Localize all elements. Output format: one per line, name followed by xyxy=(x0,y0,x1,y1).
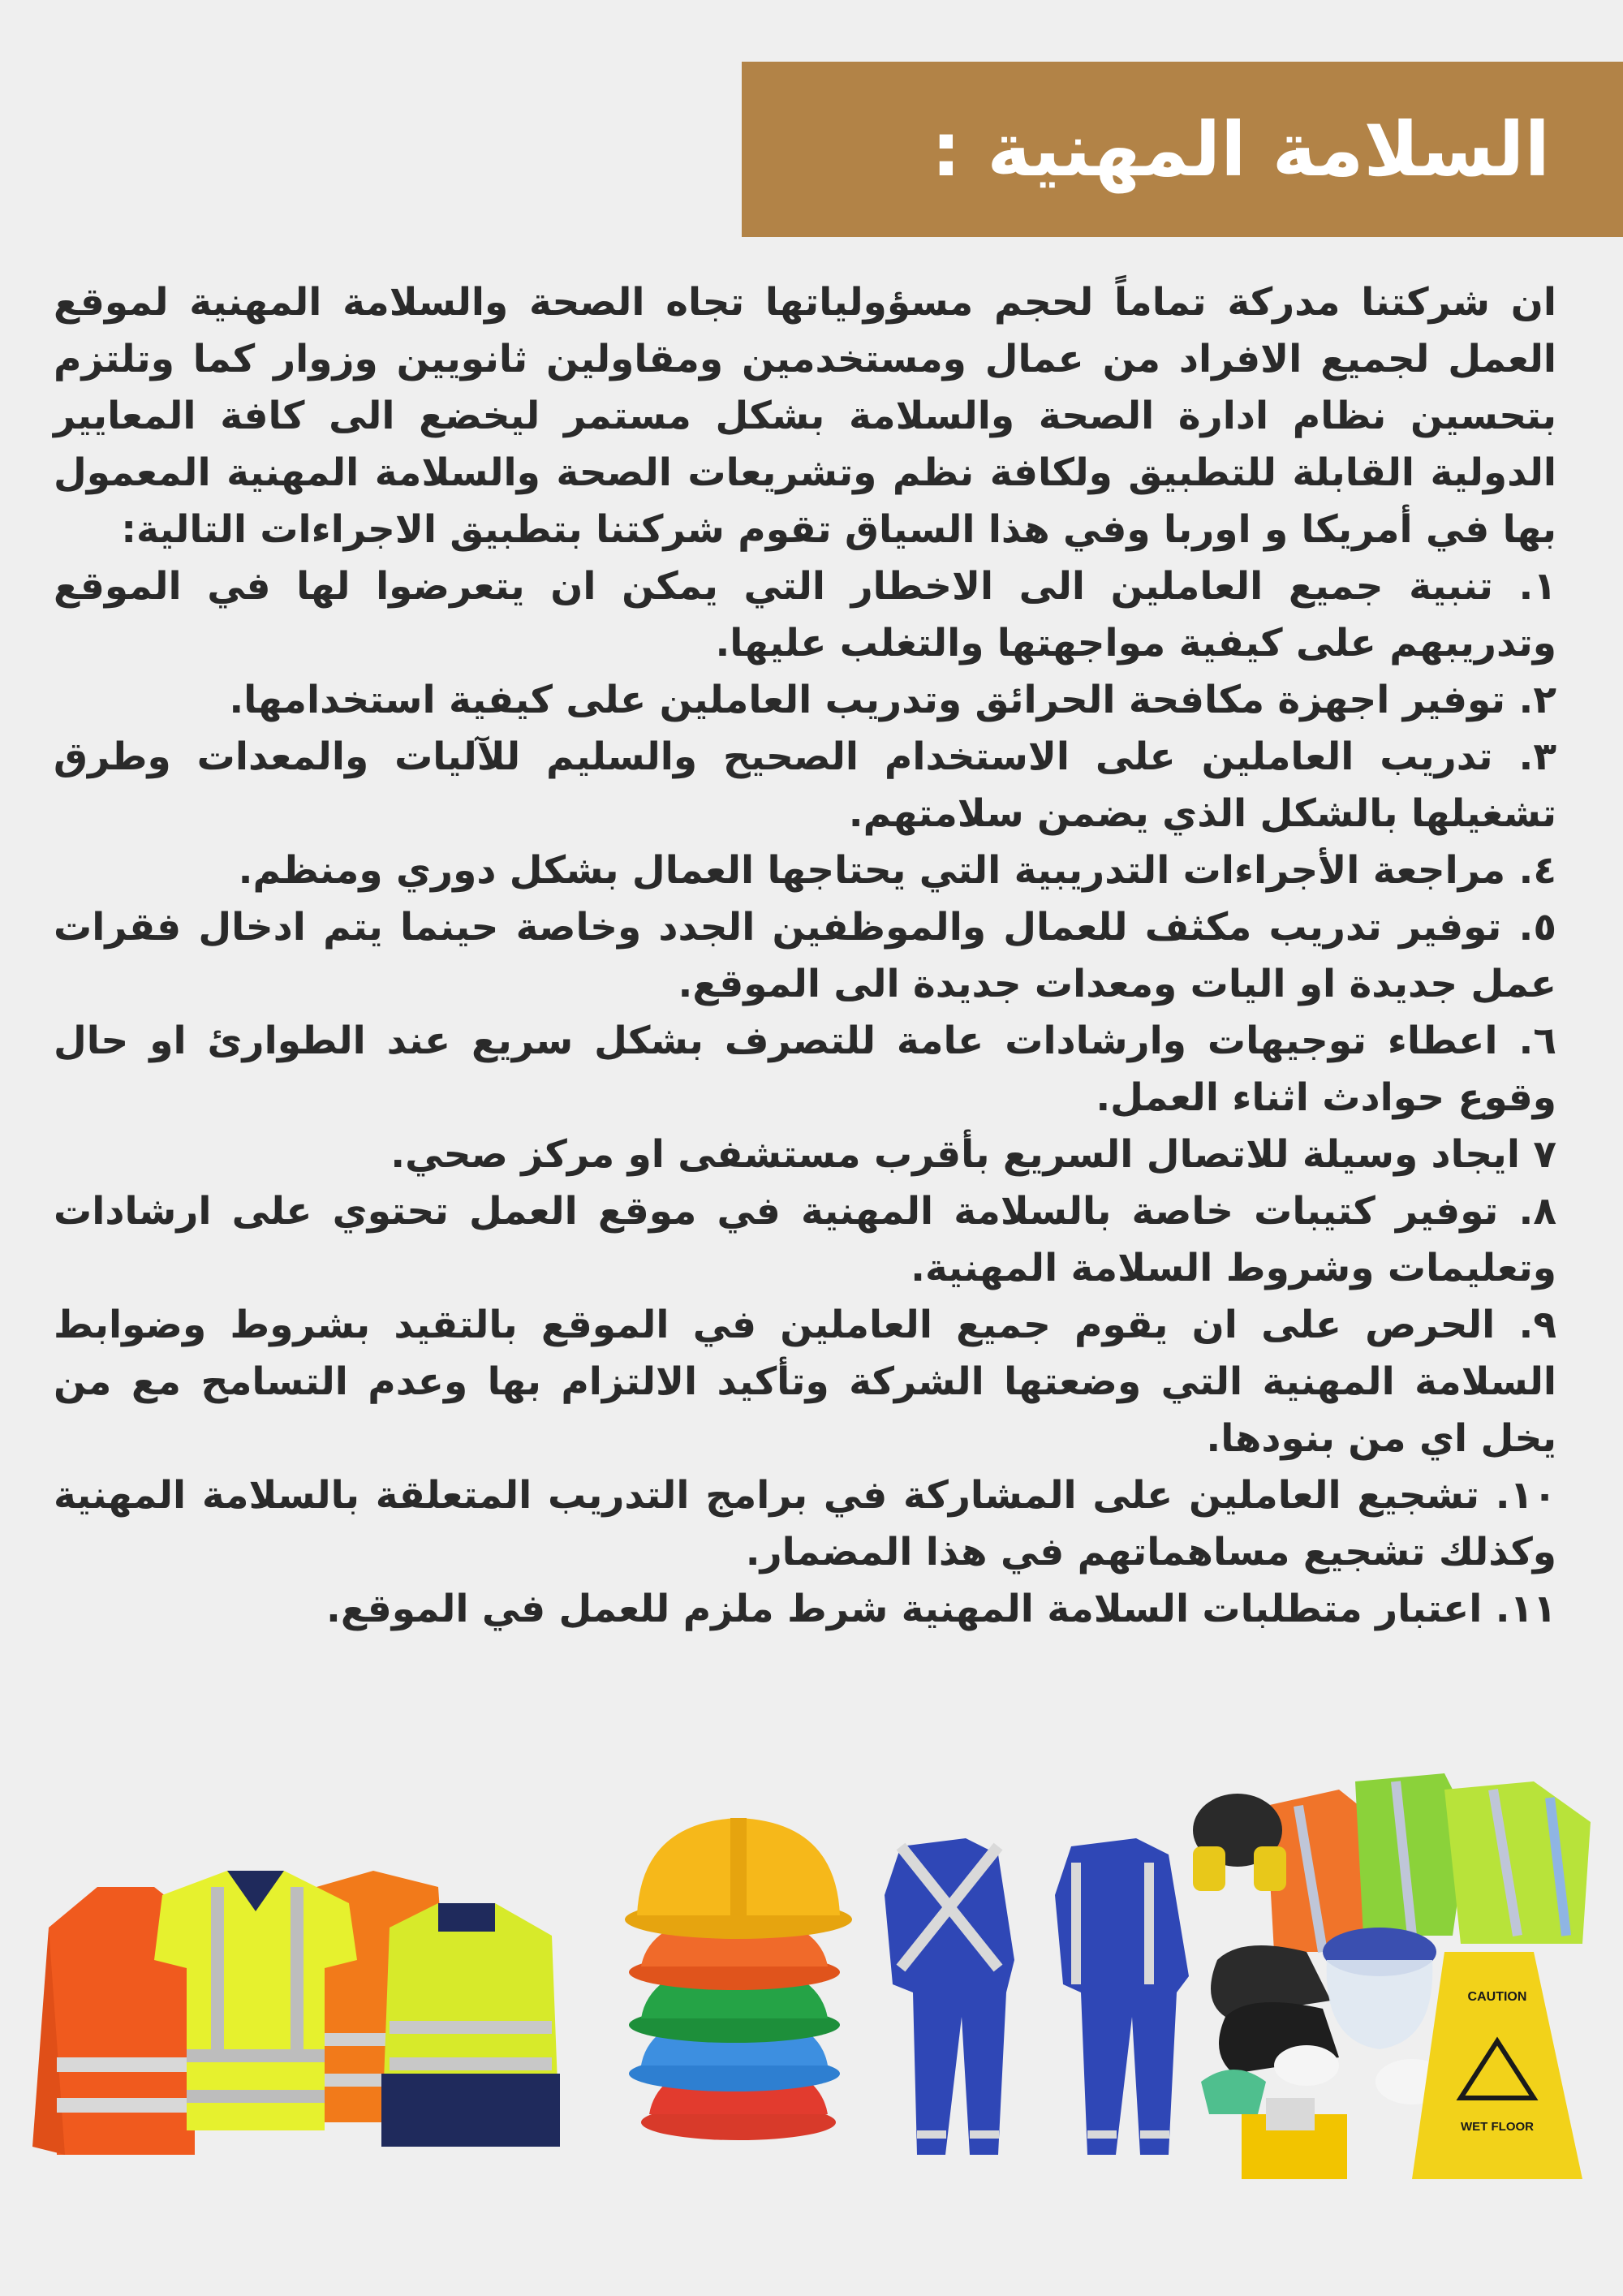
safety-text xyxy=(54,274,1556,1638)
list-item: ٩. الحرص على ان يقوم جميع العاملين في الموقع بالتقيد بشروط وضوابط السلامة المهنية التي وضعتها الشركة وتأكيد الالتزام بها وعدم التسامح مع من يخل اي من بنودها. xyxy=(54,1303,1556,1461)
list-item: ٤. مراجعة الأجراءات التدريبية التي يحتاجها العمال بشكل دوري ومنظم. xyxy=(238,848,1556,893)
list-item: ٢. توفير اجهزة مكافحة الحرائق وتدريب العاملين على كيفية استخدامها. xyxy=(229,678,1556,722)
list-item: ٥. توفير تدريب مكثف للعمال والموظفين الجدد وخاصة حينما يتم ادخال فقرات عمل جديدة او اليات ومعدات جديدة الى الموقع. xyxy=(54,905,1556,1006)
caution-sign-line2: WET FLOOR xyxy=(1461,2120,1534,2134)
ppe-collage-image xyxy=(1177,1773,1599,2195)
list-item: ٨. توفير كتيبات خاصة بالسلامة المهنية في موقع العمل تحتوي على ارشادات وتعليمات وشروط السلامة المهنية. xyxy=(54,1189,1556,1290)
hard-hats-image xyxy=(601,1806,868,2147)
list-item: ١. تنبية جميع العاملين الى الاخطار التي يمكن ان يتعرضوا لها في الموقع وتدريبهم على كيفية مواجهتها والتغلب عليها. xyxy=(54,564,1556,666)
list-item: ٧ ايجاد وسيلة للاتصال السريع بأقرب مستشفى او مركز صحي. xyxy=(390,1132,1556,1177)
list-item: ٦. اعطاء توجيهات وارشادات عامة للتصرف بشكل سريع عند الطوارئ او حال وقوع حوادث اثناء العمل. xyxy=(54,1019,1556,1120)
list-item: ١٠. تشجيع العاملين على المشاركة في برامج التدريب المتعلقة بالسلامة المهنية وكذلك تشجيع مساهماتهم في هذا المضمار. xyxy=(54,1473,1556,1574)
hi-vis-jackets-image xyxy=(32,1854,568,2163)
coveralls-image xyxy=(868,1830,1209,2171)
safety-equipment-images xyxy=(32,1773,1599,2195)
caution-sign-line1: CAUTION xyxy=(1467,1990,1527,2004)
intro-paragraph: ان شركتنا مدركة تماماً لحجم مسؤولياتها تجاه الصحة والسلامة المهنية لموقع العمل لجميع الافراد من عمال ومستخدمين ومقاولين ثانويين وزوار كما وتلتزم بتحسين نظام ادارة الصحة والسلامة بشكل مستمر ليخضع الى كافة المعايير الدولية القابلة للتطبيق ولكافة نظم وتشريعات الصحة والسلامة المهنية المعمول بها في أمريكا و اوربا وفي هذا السياق تقوم شركتنا بتطبيق الاجراءات التالية: xyxy=(54,280,1556,552)
list-item: ٣. تدريب العاملين على الاستخدام الصحيح والسليم للآليات والمعدات وطرق تشغيلها بالشكل الذي يضمن سلامتهم. xyxy=(54,734,1556,836)
list-item: ١١. اعتبار متطلبات السلامة المهنية شرط ملزم للعمل في الموقع. xyxy=(325,1587,1556,1631)
page-title: السلامة المهنية : xyxy=(931,106,1550,193)
title-band xyxy=(742,62,1623,237)
